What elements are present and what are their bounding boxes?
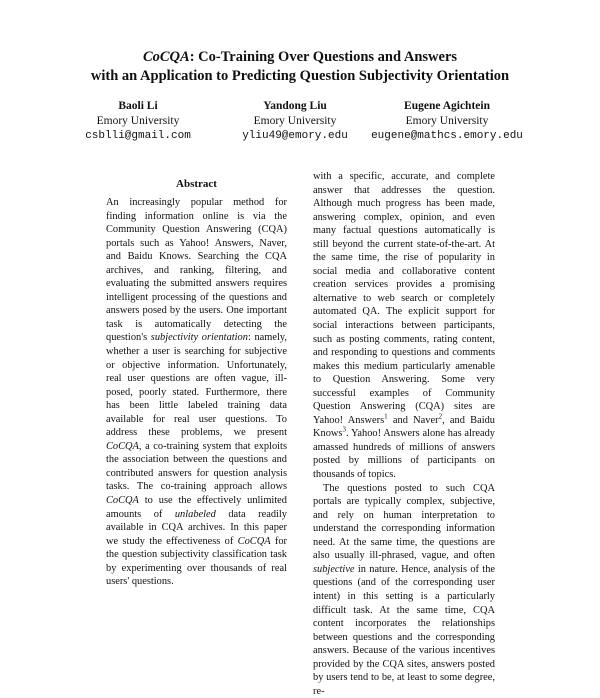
abstract-em-3: CoCQA — [106, 495, 139, 507]
title-rest: : Co-Training Over Questions and Answers — [189, 49, 458, 65]
author-3 — [332, 99, 562, 144]
author-block — [0, 99, 600, 149]
author-email: eugene@mathcs.emory.edu — [371, 130, 523, 142]
body-text-d: . Yahoo! Answers alone has already amassed hundreds of millions of answers posted by millions of participants on thousands of topics. — [313, 428, 495, 481]
title-line-2: with an Application to Predicting Question Subjectivity Orientation — [90, 68, 510, 84]
author-affiliation: Emory University — [405, 115, 489, 127]
abstract-text-b: : namely, whether a user is searching for subjective or objective information. Unfortunately, real user questions are often vague, ill-posed, poorly stated. Furthermore, there has been little labeled training data available for real user questions. To address these problems, we present — [106, 332, 287, 439]
abstract-em-5: CoCQA — [237, 535, 271, 547]
title-italic: CoCQA — [142, 49, 190, 65]
title-line-1 — [0, 48, 600, 67]
body-em-1: subjective — [313, 563, 355, 575]
body-text-f: in nature. Hence, analysis of the questions (and of the corresponding user intent) in this setting is a particularly difficult task. At the same time, CQA content incorporates the relationships between questions and the corresponding answers. Because of the various incentives provided by the CQA sites, answers posted by users tend to be, at least to some degree, re- — [313, 563, 495, 697]
author-affiliation: Emory University — [96, 115, 180, 127]
abstract-em-4: unlabeled — [174, 508, 216, 520]
abstract-text-e: data readily available in CQA archives. In this paper we study the effectiveness of — [106, 508, 287, 547]
abstract-em-1: subjectivity orientation — [150, 332, 248, 344]
body-column — [313, 170, 495, 698]
footnote-mark-1: 1 — [384, 412, 388, 421]
paper-title — [0, 48, 600, 86]
abstract-em-2: CoCQA — [106, 440, 139, 452]
abstract-text — [106, 196, 287, 589]
abstract-text-d: to use the effectively unlimited amounts of — [106, 495, 287, 520]
body-text-c: , and Baidu Knows — [313, 414, 495, 440]
author-name: Baoli Li — [118, 100, 158, 112]
footnote-mark-2: 2 — [438, 412, 443, 421]
author-name: Eugene Agichtein — [404, 100, 490, 112]
body-paragraph-2 — [313, 482, 495, 698]
abstract-text-f: for the question subjectivity classification task by experimenting over thousands of real users' questions. — [106, 535, 287, 588]
abstract-column — [106, 196, 287, 589]
abstract-text-a: An increasingly popular method for finding information online is via the Community Question Answering (CQA) portals such as Yahoo! Answers, Naver, and Baidu Knows. Searching the CQA archives, and ranking, filtering, and evaluating the submitted answers requires intelligent processing of the questions and answers posed by the users. One important task is automatically detecting the question's — [106, 197, 287, 344]
body-text-a: with a specific, accurate, and complete answer that addresses the question. Although much progress has been made, answering complex, opinion, and even many factual questions automatically is still beyond the current state-of-the-art. At the same time, the rise of popularity in social media and collaborative content creation services provides a promising alternative to web search or completely automated QA. The explicit support for social interactions between participants, such as posting comments, rating content, and responding to questions and comments makes this medium particularly amenable to Question Answering. Some very successful examples of Community Question Answering (CQA) sites are Yahoo! Answers — [313, 171, 495, 426]
body-paragraph-1 — [313, 170, 495, 482]
author-email: yliu49@emory.edu — [242, 130, 348, 142]
author-name: Yandong Liu — [263, 100, 327, 112]
abstract-heading: Abstract — [176, 178, 217, 190]
abstract-text-c: , a co-training system that exploits the association between the questions and contributed answers for question analysis tasks. The co-training approach allows — [106, 440, 287, 493]
footnote-mark-3: 3 — [342, 425, 346, 434]
author-affiliation: Emory University — [253, 115, 337, 127]
body-text-e: The questions posted to such CQA portals are typically complex, subjective, and rely on human interpretation to understand the corresponding information need. At the same time, the questions are also usually ill-phrased, vague, and often — [313, 482, 495, 562]
body-text-b: and Naver — [387, 414, 439, 426]
author-email: csblli@gmail.com — [85, 130, 191, 142]
